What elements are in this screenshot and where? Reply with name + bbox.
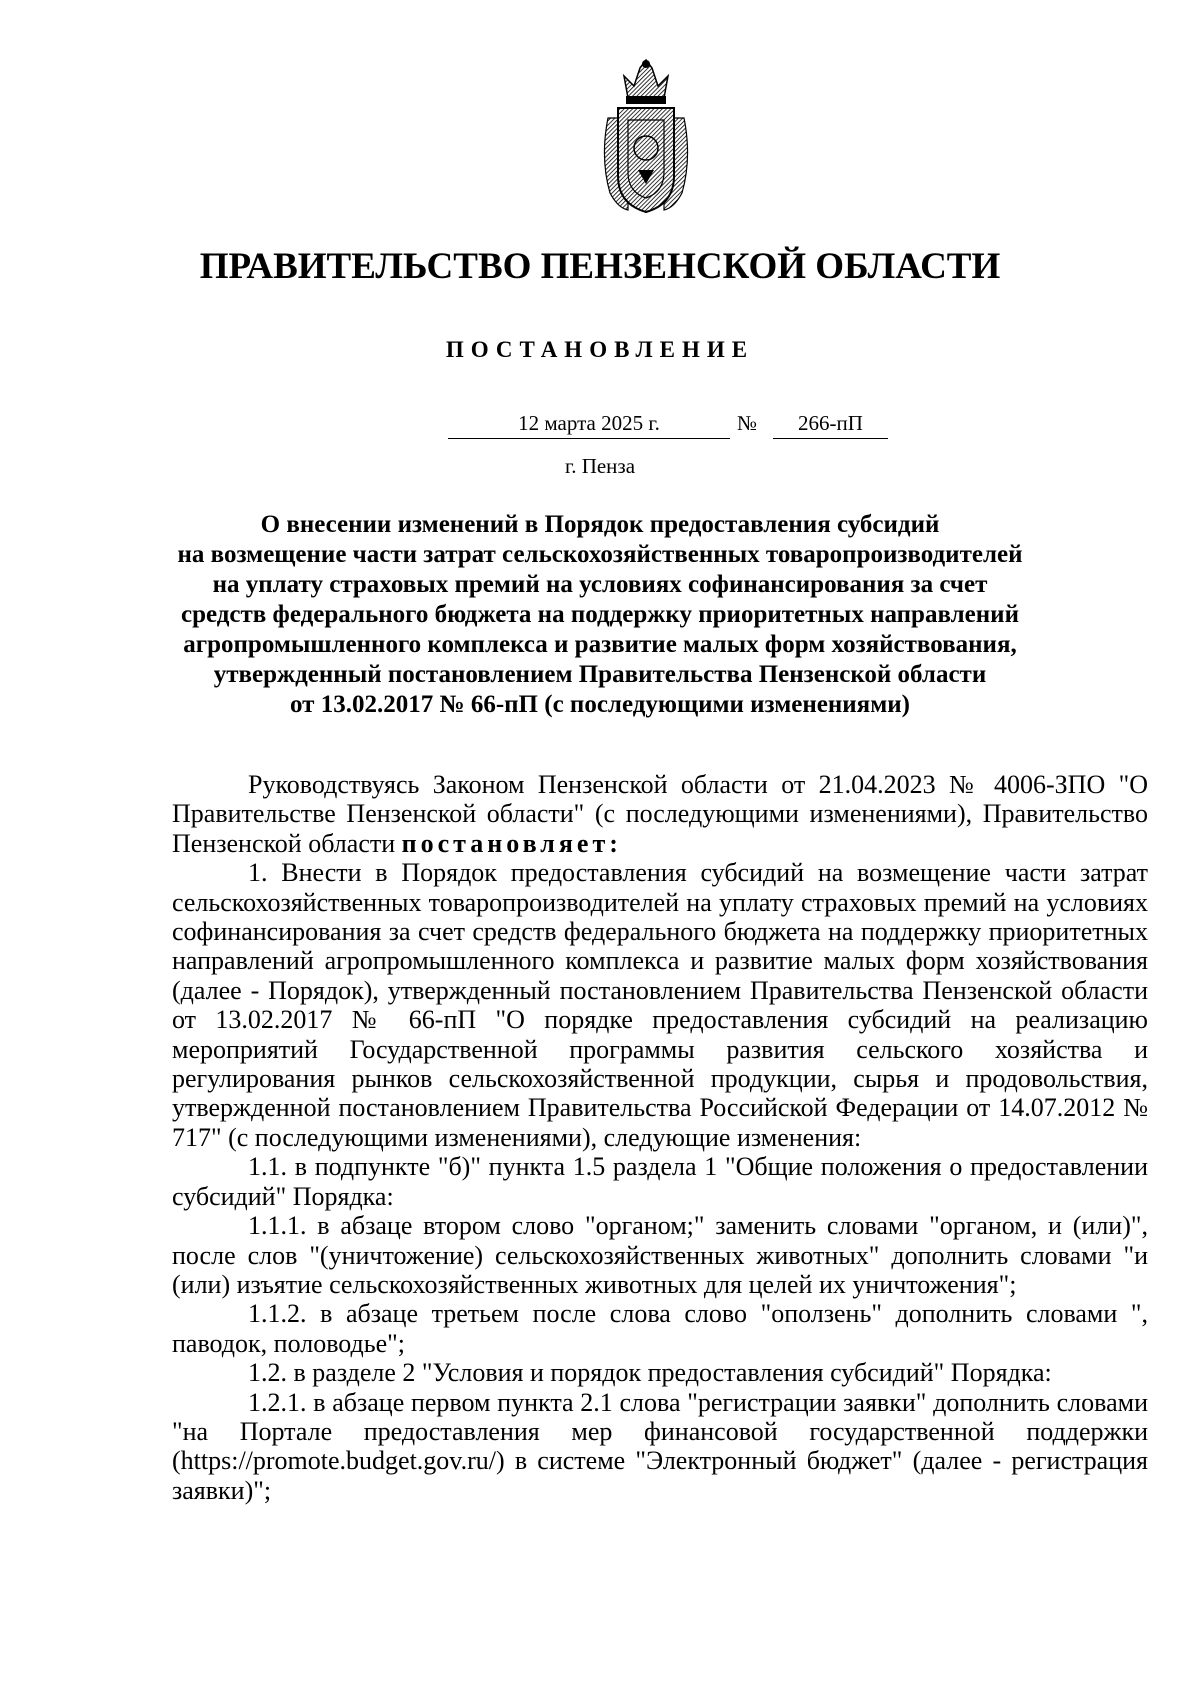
date-number-line — [0, 408, 1200, 442]
city: г. Пенза — [564, 454, 636, 478]
preamble-text: Руководствуясь Законом Пензенской области от 21.04.2023 № 4006-ЗПО "О Правительстве Пензенской области" (с последующими изменениями), Правительство Пензенской области — [172, 770, 1148, 858]
paragraph-1-2-1: 1.2.1. в абзаце первом пункта 2.1 слова "регистрации заявки" дополнить словами "на Портале предоставления мер финансовой государственной поддержки (https://promote.budget.gov.ru/) в системе "Электронный бюджет" (далее - регистрация заявки)"; — [172, 1387, 1148, 1505]
document-date: 12 марта 2025 г. — [448, 408, 730, 439]
subject-line: от 13.02.2017 № 66-пП (с последующими изменениями) — [290, 691, 910, 718]
paragraph-1-1-2: 1.1.2. в абзаце третьем после слова слово "оползень" дополнить словами ", паводок, половодье"; — [172, 1299, 1148, 1358]
document-number: 266-пП — [773, 408, 888, 439]
subject-line: на уплату страховых премий на условиях софинансирования за счет — [212, 571, 988, 598]
paragraph-1-1-1: 1.1.1. в абзаце втором слово "органом;" заменить словами "органом, и (или)", после слов "(уничтожение) сельскохозяйственных животных" дополнить словами "и (или) изъятие сельскохозяйственных животных для целей их уничтожения"; — [172, 1211, 1148, 1299]
subject-line: утвержденный постановлением Правительства Пензенской области — [213, 661, 987, 688]
subject-line: агропромышленного комплекса и развитие малых форм хозяйствования, — [183, 631, 1017, 658]
coat-of-arms-icon — [598, 58, 694, 216]
subject-line: на возмещение части затрат сельскохозяйственных товаропроизводителей — [177, 541, 1023, 568]
paragraph-1-2: 1.2. в разделе 2 "Условия и порядок предоставления субсидий" Порядка: — [248, 1358, 1052, 1388]
preamble-paragraph — [172, 770, 1148, 858]
paragraph-1-1: 1.1. в подпункте "б)" пункта 1.5 раздела 1 "Общие положения о предоставлении субсидий" Порядка: — [172, 1152, 1148, 1211]
subject-line: О внесении изменений в Порядок предоставления субсидий — [260, 511, 940, 538]
government-title: ПРАВИТЕЛЬСТВО ПЕНЗЕНСКОЙ ОБЛАСТИ — [199, 246, 1001, 287]
number-label: № — [737, 411, 758, 435]
document-type: ПОСТАНОВЛЕНИЕ — [445, 337, 755, 362]
decree-word: постановляет: — [401, 828, 622, 858]
paragraph-1: 1. Внести в Порядок предоставления субсидий на возмещение части затрат сельскохозяйственных товаропроизводителей на уплату страховых премий на условиях софинансирования за счет средств федерального бюджета на поддержку приоритетных направлений агропромышленного комплекса и развитие малых форм хозяйствования (далее - Порядок), утвержденный постановлением Правительства Пензенской области от 13.02.2017 № 66-пП "О порядке предоставления субсидий на реализацию мероприятий Государственной программы развития сельского хозяйства и регулирования рынков сельскохозяйственной продукции, сырья и продовольствия, утвержденной постановлением Правительства Российской Федерации от 14.07.2012 № 717" (с последующими изменениями), следующие изменения: — [172, 858, 1148, 1152]
document-subject — [160, 510, 1040, 720]
subject-line: средств федерального бюджета на поддержку приоритетных направлений — [181, 601, 1019, 628]
document-body — [172, 770, 1148, 1505]
